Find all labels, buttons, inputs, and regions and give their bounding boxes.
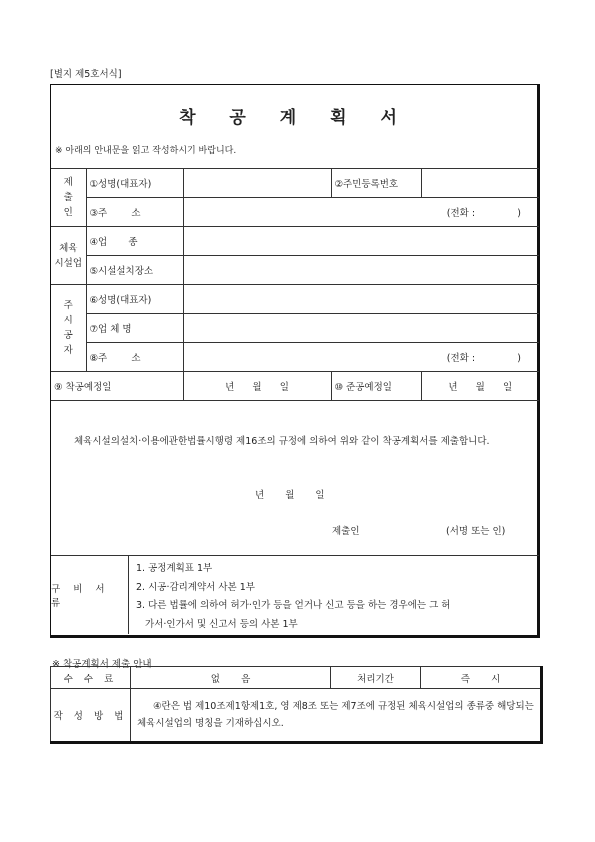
table-row	[51, 314, 539, 343]
facility-section-label: 체육 시설업	[51, 227, 86, 285]
fee-label: 수 수 료	[51, 667, 131, 689]
submitter-section-label: 제 출 인	[51, 169, 86, 227]
declaration-text: 체육시설의설치·이용에관한법률시행령 제16조의 규정에 의하여 위와 같이 착공계획서를 제출합니다.	[74, 436, 490, 447]
name-field[interactable]	[183, 169, 331, 198]
tel-text: (전화 : )	[446, 208, 521, 219]
contractor-section-label: 주 시 공 자	[51, 285, 86, 372]
end-date-label: ⑩ 준공예정일	[331, 372, 421, 401]
guide-table	[50, 666, 543, 744]
start-date-field[interactable]: 년 월 일	[183, 372, 331, 401]
documents-list	[136, 560, 536, 634]
list-item: 가서·인가서 및 신고서 등의 사본 1부	[136, 618, 298, 630]
table-row	[51, 667, 542, 689]
company-field[interactable]	[183, 314, 539, 343]
reg-no-field[interactable]	[421, 169, 539, 198]
location-field[interactable]	[183, 256, 539, 285]
tel-text: (전화 : )	[446, 353, 521, 364]
form-number: [별지 제5호서식]	[50, 69, 122, 80]
list-item: 3. 다른 법률에 의하여 허가·인가 등을 얻거나 신고 등을 하는 경우에는 그 허	[136, 600, 451, 611]
address-label: ③주 소	[86, 198, 183, 227]
documents-label: 구 비 서 류	[51, 555, 129, 634]
company-label: ⑦업 체 명	[86, 314, 183, 343]
table-row	[51, 372, 539, 401]
contractor-address-field[interactable]	[183, 343, 539, 372]
method-label: 작 성 방 법	[51, 689, 131, 743]
table-row	[51, 169, 539, 198]
submitter-label: 제출인	[332, 526, 360, 537]
method-text: ④란은 법 제10조제1항제1호, 영 제8조 또는 제7조에 규정된 체육시설업의 종류중 해당되는 체육시설업의 명칭을 기재하십시오.	[131, 689, 542, 743]
table-row	[51, 689, 542, 743]
guide-title: ※ 착공계획서 제출 안내	[52, 659, 152, 670]
table-row	[51, 285, 539, 314]
location-label: ⑤시설설치장소	[86, 256, 183, 285]
name-label: ①성명(대표자)	[86, 169, 183, 198]
page-title: 착 공 계 획 서	[179, 108, 411, 128]
table-row	[51, 227, 539, 256]
period-value: 즉 시	[421, 667, 542, 689]
contractor-name-field[interactable]	[183, 285, 539, 314]
submit-date[interactable]: 년 월 일	[255, 490, 325, 501]
table-row	[51, 256, 539, 285]
reg-no-label: ②주민등록번호	[331, 169, 421, 198]
period-label: 처리기간	[331, 667, 421, 689]
list-item: 1. 공정계획표 1부	[136, 563, 213, 574]
signature-hint[interactable]: (서명 또는 인)	[446, 526, 506, 537]
table-row	[51, 198, 539, 227]
business-type-field[interactable]	[183, 227, 539, 256]
business-type-label: ④업 종	[86, 227, 183, 256]
fee-value: 없 음	[131, 667, 331, 689]
contractor-address-label: ⑧주 소	[86, 343, 183, 372]
application-table	[51, 168, 539, 401]
contractor-name-label: ⑥성명(대표자)	[86, 285, 183, 314]
address-field[interactable]	[183, 198, 539, 227]
notice-text: ※ 아래의 안내문을 읽고 작성하시기 바랍니다.	[55, 146, 237, 156]
start-date-label: ⑨ 착공예정일	[51, 372, 183, 401]
list-item: 2. 시공·감리계약서 사본 1부	[136, 581, 255, 593]
end-date-field[interactable]: 년 월 일	[421, 372, 539, 401]
table-row	[51, 343, 539, 372]
